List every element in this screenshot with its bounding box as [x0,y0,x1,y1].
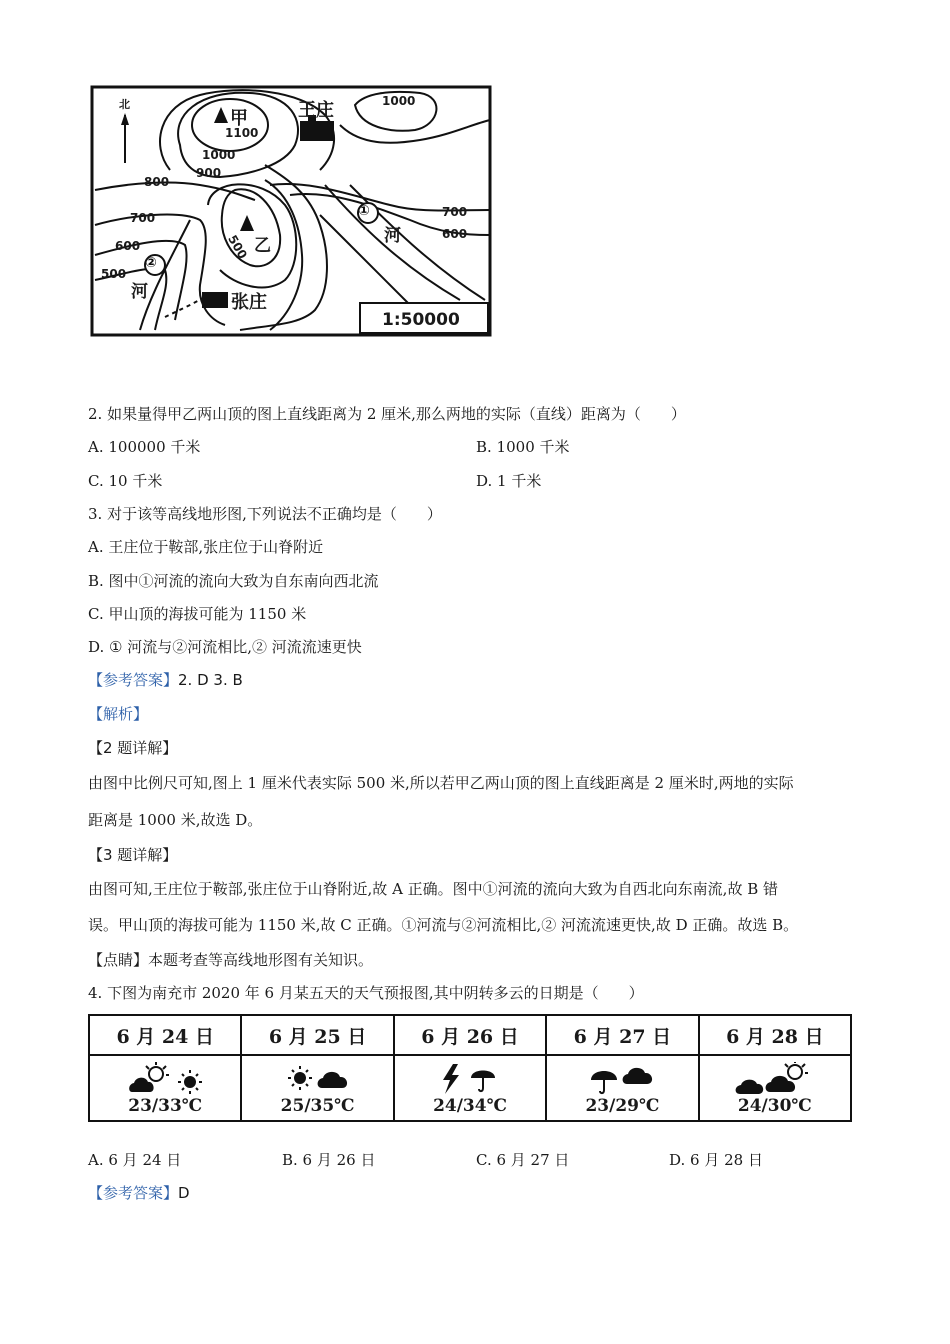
map-river-2: 河 [131,282,148,302]
map-contour-700: 700 [130,211,156,225]
partly-cloudy-icon [129,1062,169,1092]
map-north-label: 北 [119,98,130,111]
map-peak-jia: 甲 [230,108,248,129]
map-contour-700-e: 700 [442,205,468,219]
answer-line-2 [88,1183,190,1203]
q3-stem: 3. 对于该等高线地形图,下列说法不正确均是（ ） [88,505,442,523]
map-contour-1000-ne: 1000 [382,94,416,108]
sunny-icon [178,1070,202,1094]
map-contour-600: 600 [115,239,141,253]
answer-value: D [178,1184,190,1202]
detail3-line2: 误。甲山顶的海拔可能为 1150 米,故 C 正确。①河流与②河流相比,② 河流流速更快,故 D 正确。故选 B。 [88,916,799,934]
answer-line-1 [88,670,243,690]
q2-option-c: C. 10 千米 [88,472,163,490]
weather-icons [242,1062,392,1098]
map-village-wang: 王庄 [298,100,334,121]
q4-option-a: A. 6 月 24 日 [88,1151,182,1169]
map-contour-500: 500 [101,267,127,281]
answer-value: 2. D 3. B [178,671,243,689]
weather-temp: 24/34℃ [433,1096,507,1116]
q2-option-a: A. 100000 千米 [88,438,201,456]
q4-option-d: D. 6 月 28 日 [669,1151,763,1169]
map-scale: 1:50000 [382,310,460,330]
cloudy-icon [623,1068,652,1084]
weather-icons [90,1062,240,1098]
map-contour-600-e: 600 [442,227,468,241]
weather-forecast-table [88,1014,852,1122]
q4-option-c: C. 6 月 27 日 [476,1151,570,1169]
answer-label: 【参考答案】 [88,1184,179,1202]
analysis-label: 【解析】 [88,705,149,723]
detail2-label: 【2 题详解】 [88,739,178,757]
q3-option-b: B. 图中①河流的流向大致为自东南向西北流 [88,572,379,590]
detail3-label: 【3 题详解】 [88,846,178,864]
map-contour-900: 900 [196,166,222,180]
map-circle-2: ② [145,255,157,271]
weather-date: 6 月 28 日 [700,1016,850,1056]
partly-cloudy-icon [765,1062,807,1092]
point-line [88,950,373,970]
map-contour-1000: 1000 [202,148,236,162]
map-river-1: 河 [384,226,401,246]
weather-icons [395,1062,545,1098]
q3-option-d: D. ① 河流与②河流相比,② 河流流速更快 [88,638,362,656]
cloudy-icon [735,1080,763,1094]
weather-day-1 [90,1016,242,1120]
weather-icons [700,1062,850,1098]
q4-stem: 4. 下图为南充市 2020 年 6 月某五天的天气预报图,其中阴转多云的日期是（ ） [88,984,644,1002]
weather-temp: 24/30℃ [737,1096,812,1116]
weather-icons [547,1062,697,1098]
lightning-icon [443,1064,459,1094]
rain-icon [471,1071,495,1092]
sunny-icon [288,1066,312,1090]
weather-date: 6 月 25 日 [242,1016,392,1056]
cloudy-icon [318,1072,347,1088]
answer-label: 【参考答案】 [88,671,179,689]
q4-option-b: B. 6 月 26 日 [282,1151,376,1169]
point-text: 本题考查等高线地形图有关知识。 [148,951,374,969]
map-contour-1100: 1100 [225,126,259,140]
point-label: 【点睛】 [88,951,149,969]
weather-day-2 [242,1016,394,1120]
weather-day-5 [700,1016,850,1120]
detail3-line1: 由图可知,王庄位于鞍部,张庄位于山脊附近,故 A 正确。图中①河流的流向大致为自西北向东南流,故 B 错 [88,880,779,898]
weather-temp: 25/35℃ [280,1096,355,1116]
detail2-line2: 距离是 1000 米,故选 D。 [88,811,263,829]
q3-option-c: C. 甲山顶的海拔可能为 1150 米 [88,605,307,623]
map-village-zhang: 张庄 [231,292,267,313]
q2-option-d: D. 1 千米 [476,472,542,490]
weather-temp: 23/29℃ [585,1096,660,1116]
q2-option-b: B. 1000 千米 [476,438,570,456]
map-contour-500-yi: 500 [225,232,250,262]
weather-temp: 23/33℃ [128,1096,203,1116]
rain-icon [591,1071,617,1093]
weather-date: 6 月 24 日 [90,1016,240,1056]
map-circle-1: ① [358,203,370,219]
map-peak-yi: 乙 [254,236,271,256]
q3-option-a: A. 王庄位于鞍部,张庄位于山脊附近 [88,538,324,556]
weather-date: 6 月 27 日 [547,1016,697,1056]
q2-stem: 2. 如果量得甲乙两山顶的图上直线距离为 2 厘米,那么两地的实际（直线）距离为（ ） [88,405,686,423]
weather-day-3 [395,1016,547,1120]
weather-date: 6 月 26 日 [395,1016,545,1056]
weather-day-4 [547,1016,699,1120]
detail2-line1: 由图中比例尺可知,图上 1 厘米代表实际 500 米,所以若甲乙两山顶的图上直线距离是 2 厘米时,两地的实际 [88,774,794,792]
map-contour-800: 800 [144,175,170,189]
